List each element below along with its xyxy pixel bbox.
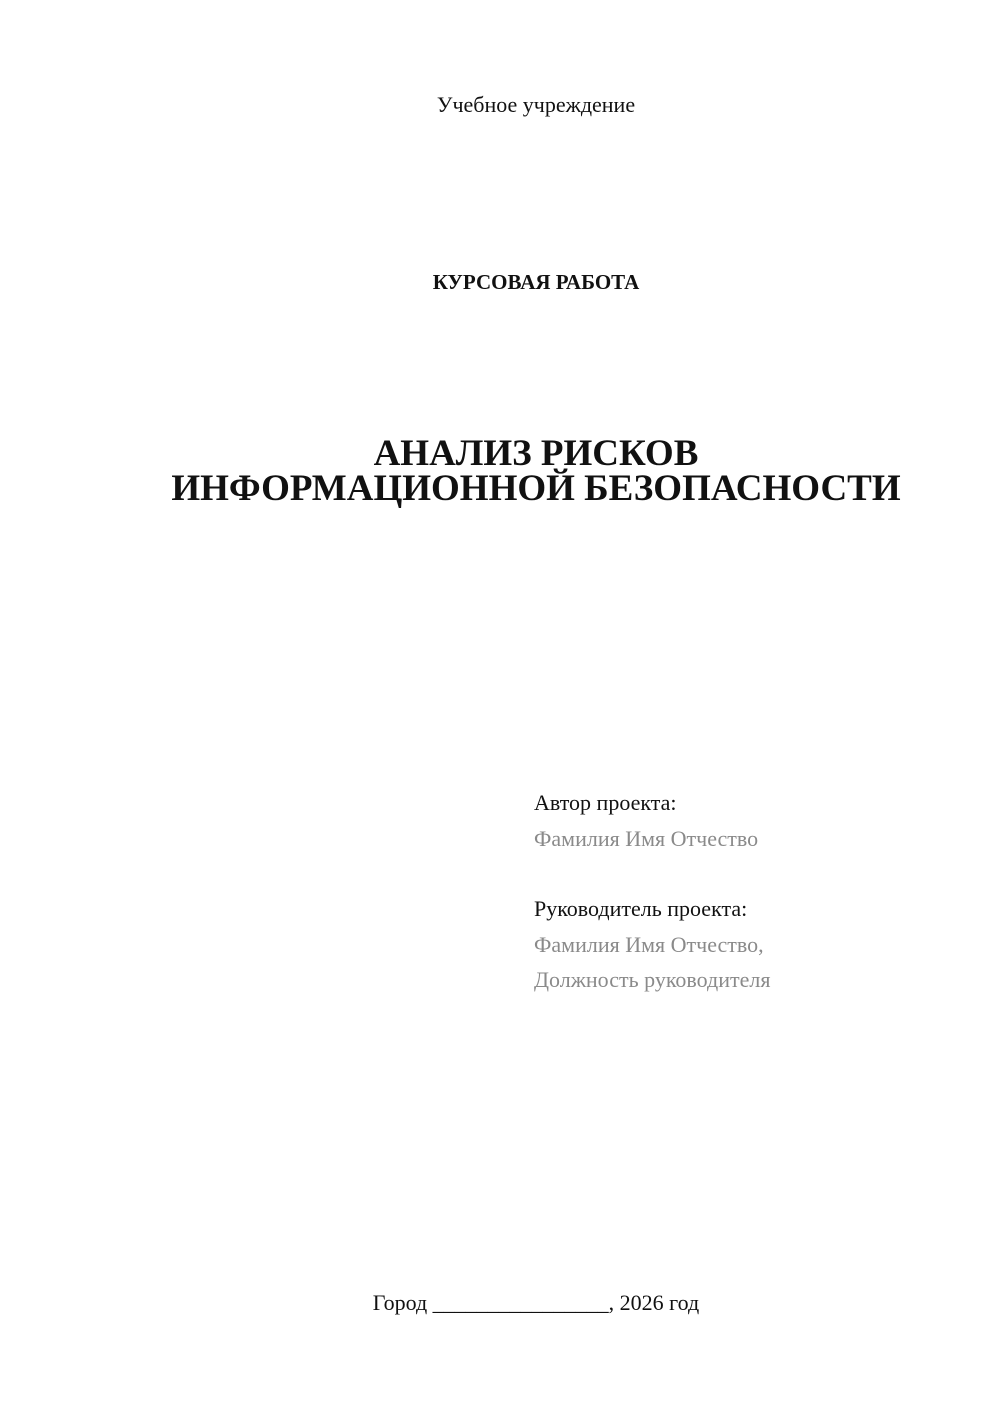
supervisor-name: Фамилия Имя Отчество,	[534, 932, 764, 957]
work-type-heading: КУРСОВАЯ РАБОТА	[432, 270, 640, 294]
author-name: Фамилия Имя Отчество	[534, 826, 759, 851]
city-year-line: Город ________________, 2026 год	[372, 1290, 700, 1315]
title-line-1: АНАЛИЗ РИСКОВ	[373, 433, 699, 474]
document-title	[72, 433, 1000, 509]
institution-name: Учебное учреждение	[436, 92, 636, 117]
title-line-2: ИНФОРМАЦИОННОЙ БЕЗОПАСНОСТИ	[171, 468, 901, 509]
supervisor-label: Руководитель проекта:	[534, 896, 748, 921]
supervisor-position: Должность руководителя	[534, 967, 771, 992]
author-label: Автор проекта:	[534, 790, 677, 815]
